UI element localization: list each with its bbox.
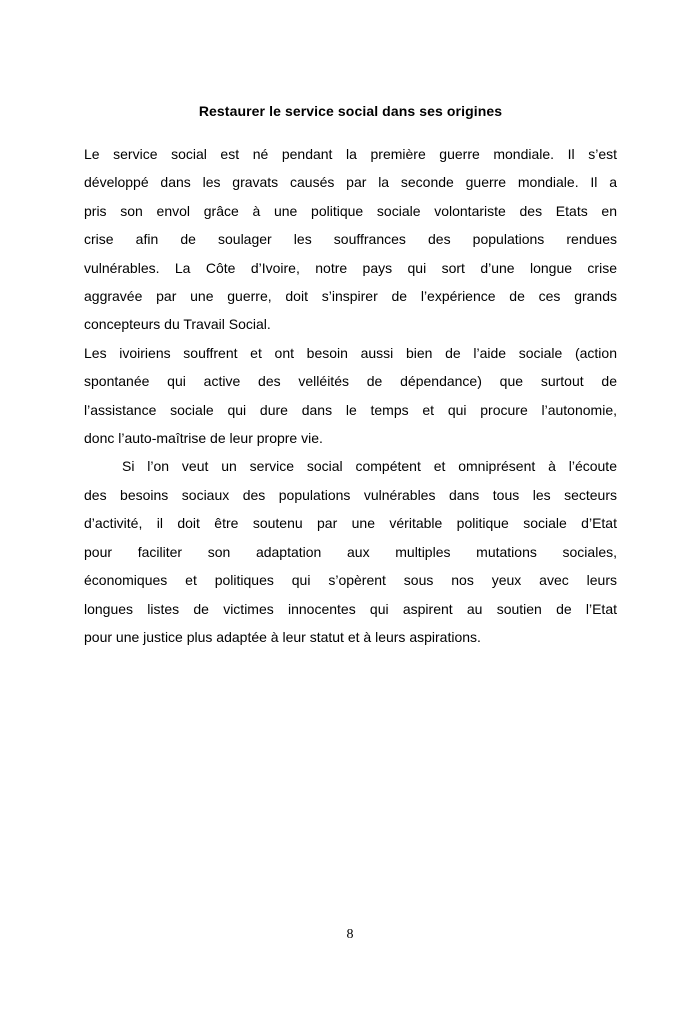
paragraph bbox=[84, 339, 617, 453]
paragraph bbox=[84, 140, 617, 339]
text-line: d’activité, il doit être soutenu par une véritable politique sociale d’Etat bbox=[84, 515, 617, 532]
text-line: développé dans les gravats causés par la seconde guerre mondiale. Il a bbox=[84, 174, 617, 191]
document-content bbox=[84, 97, 617, 651]
text-line: aggravée par une guerre, doit s’inspirer de l’expérience de ces grands bbox=[84, 288, 617, 305]
text-line: des besoins sociaux des populations vulnérables dans tous les secteurs bbox=[84, 486, 617, 503]
text-line: Les ivoiriens souffrent et ont besoin aussi bien de l’aide sociale (action bbox=[84, 344, 617, 361]
text-line: Si l’on veut un service social compétent et omniprésent à l’écoute bbox=[122, 458, 617, 475]
text-line: vulnérables. La Côte d’Ivoire, notre pays qui sort d’une longue crise bbox=[84, 259, 617, 276]
page-number: 8 bbox=[346, 927, 354, 942]
text-line: concepteurs du Travail Social. bbox=[84, 316, 271, 333]
text-line: pris son envol grâce à une politique sociale volontariste des Etats en bbox=[84, 202, 617, 219]
text-line: crise afin de soulager les souffrances des populations rendues bbox=[84, 231, 617, 248]
text-line: donc l’auto-maîtrise de leur propre vie. bbox=[84, 430, 323, 447]
text-line: spontanée qui active des velléités de dépendance) que surtout de bbox=[84, 373, 617, 390]
text-line: Le service social est né pendant la première guerre mondiale. Il s’est bbox=[84, 146, 617, 162]
document-title: Restaurer le service social dans ses origines bbox=[198, 103, 503, 119]
text-line: longues listes de victimes innocentes qui aspirent au soutien de l’Etat bbox=[84, 600, 617, 617]
paragraph bbox=[84, 452, 617, 651]
text-line: pour faciliter son adaptation aux multiples mutations sociales, bbox=[84, 543, 617, 560]
document-body bbox=[84, 140, 617, 651]
text-line: économiques et politiques qui s’opèrent sous nos yeux avec leurs bbox=[84, 572, 617, 589]
text-line: l’assistance sociale qui dure dans le temps et qui procure l’autonomie, bbox=[84, 401, 617, 418]
text-line: pour une justice plus adaptée à leur statut et à leurs aspirations. bbox=[84, 628, 481, 645]
